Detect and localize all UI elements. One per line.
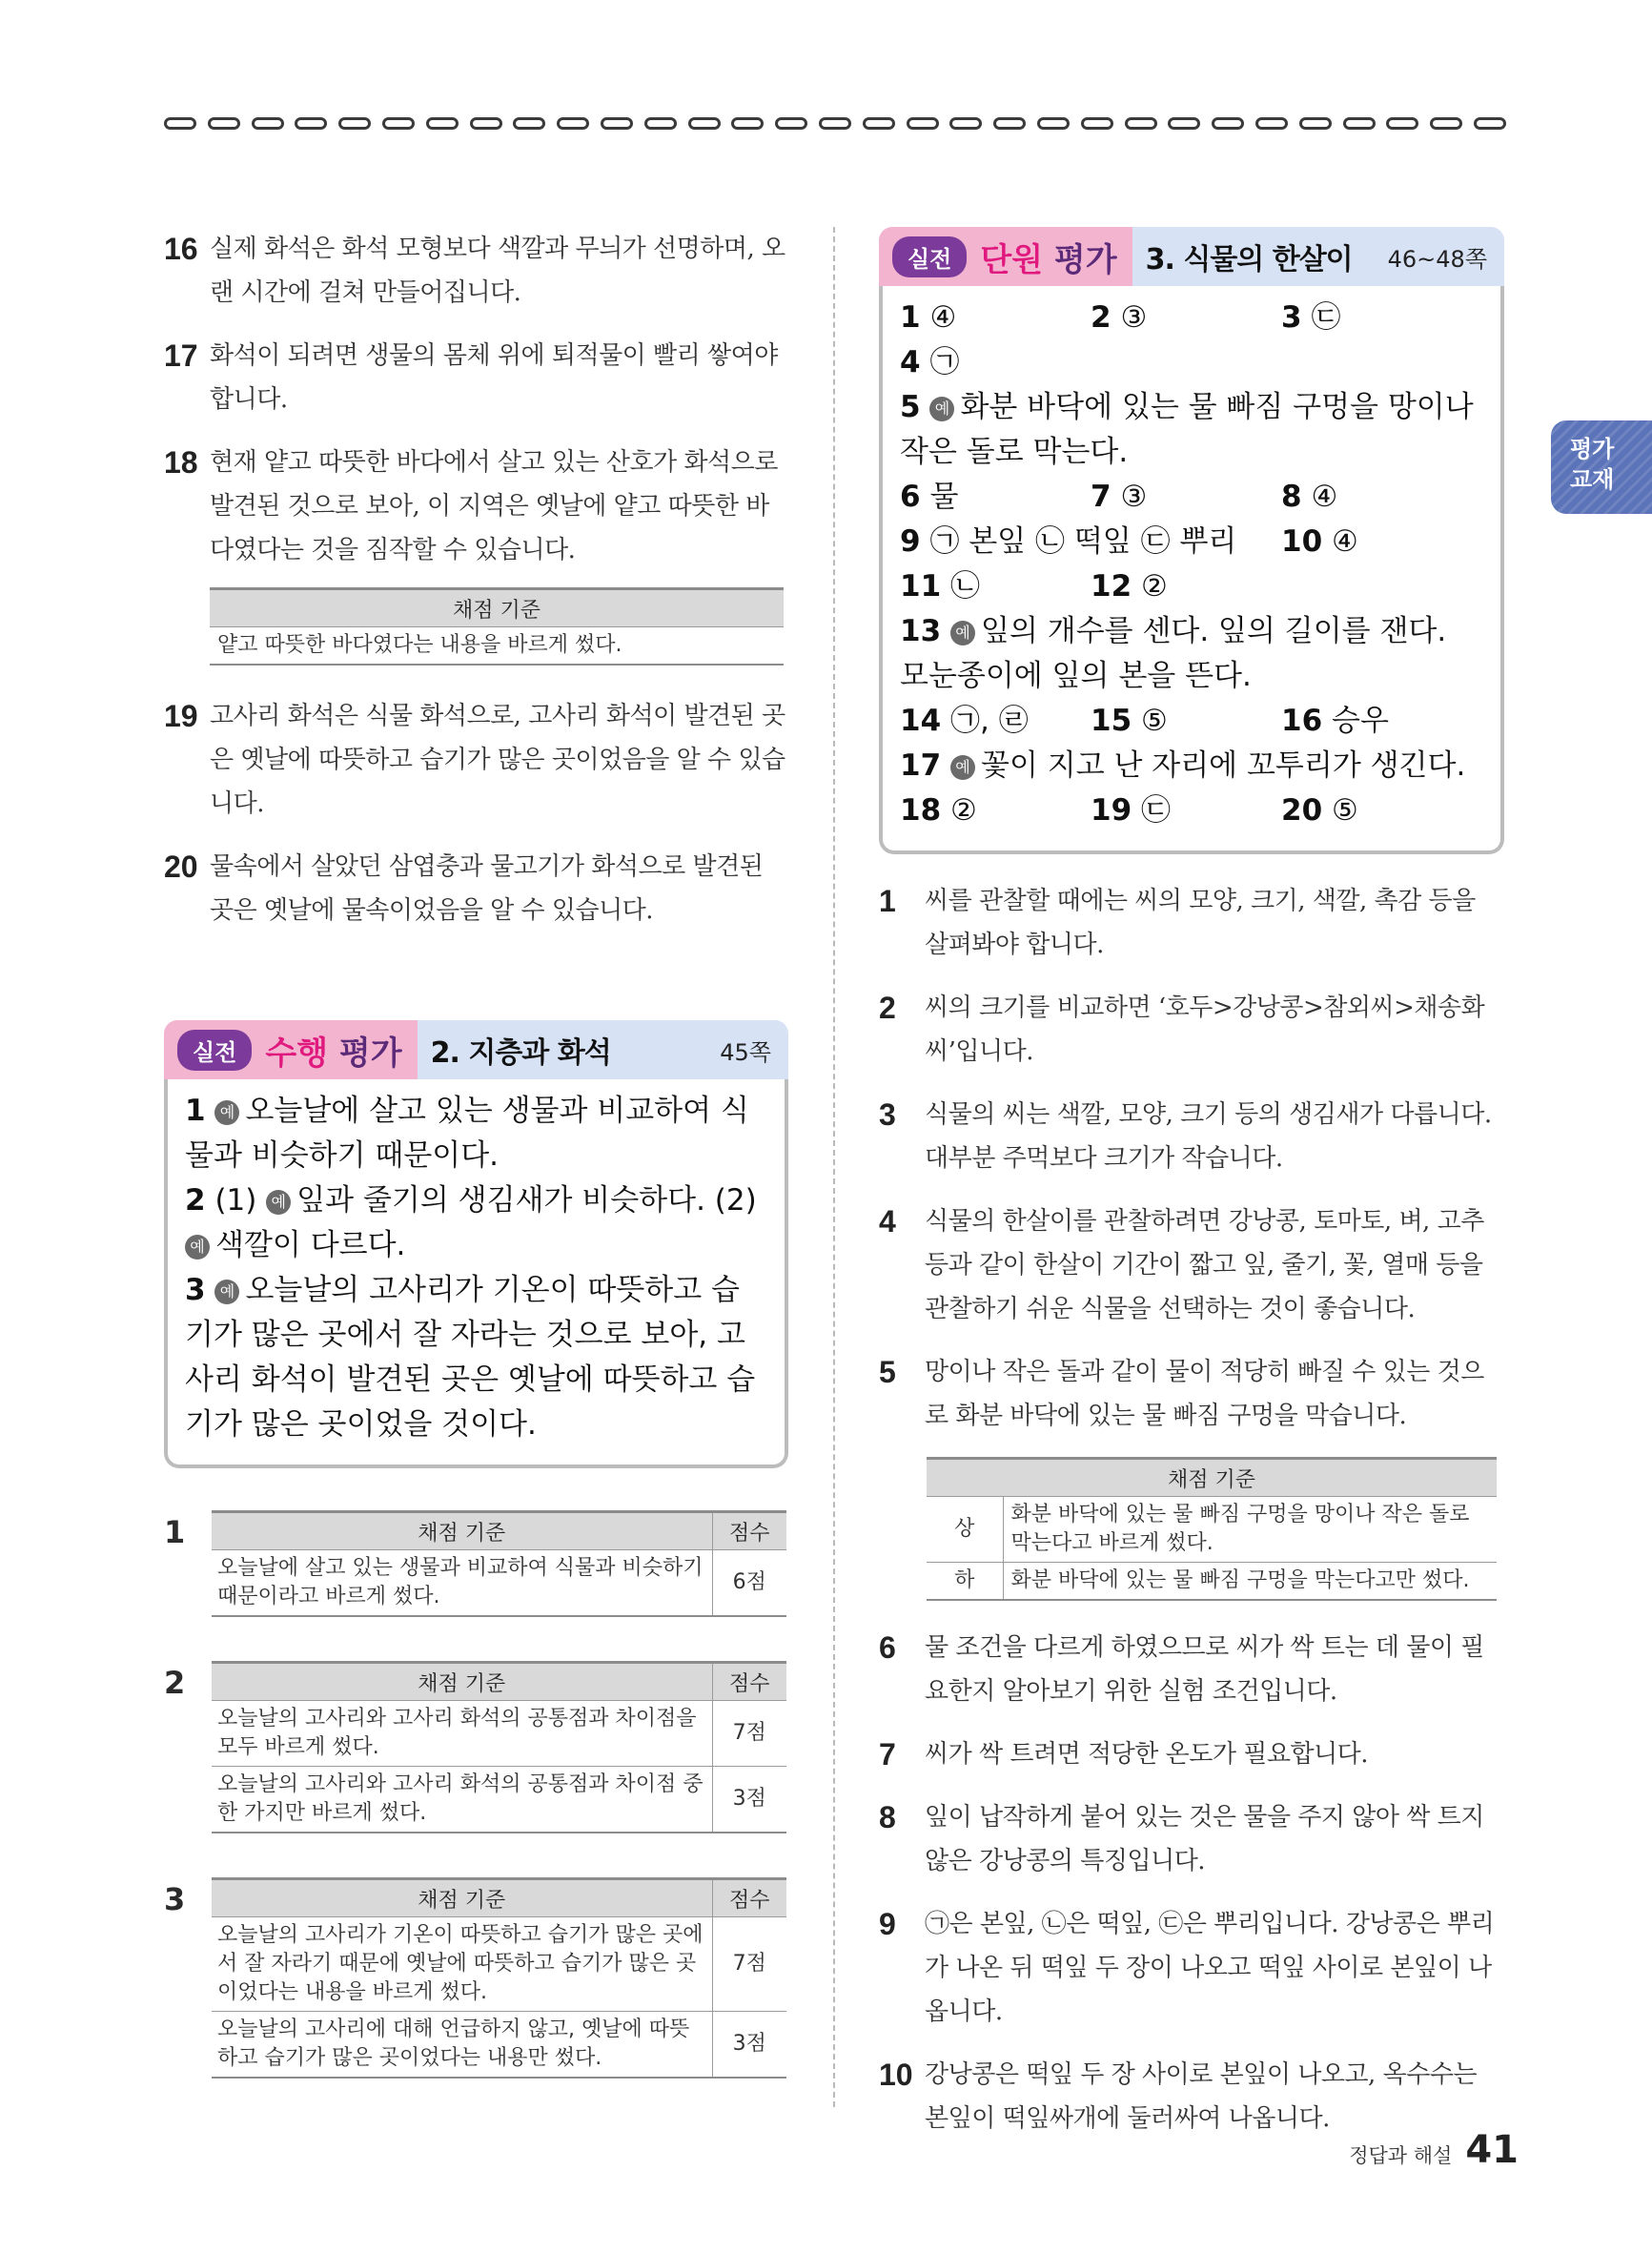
answer-item: 13 예 잎의 개수를 센다. 잎의 길이를 잰다. 모눈종이에 잎의 본을 뜬다. bbox=[900, 614, 1447, 693]
performance-eval-section bbox=[164, 1020, 788, 1468]
dash-segment bbox=[1343, 117, 1376, 130]
dash-segment bbox=[382, 117, 415, 130]
scoring-block-1: 1 채점 기준 점수 오늘날에 살고 있는 생물과 비교하여 식물과 비슷하기 때문이라고 바르게 썼다. 6점 bbox=[164, 1510, 788, 1617]
right-column bbox=[879, 227, 1504, 2160]
dash-segment bbox=[1081, 117, 1113, 130]
dash-segment bbox=[907, 117, 939, 130]
page-range: 45쪽 bbox=[720, 1038, 771, 1066]
explanation-item: 2 씨의 크기를 비교하면 ‘호두>강낭콩>참외씨>채송화씨’입니다. bbox=[879, 991, 1485, 1066]
eval-kind: 단원 평가 bbox=[980, 240, 1117, 279]
dash-segment bbox=[513, 117, 545, 130]
example-mark-icon: 예 bbox=[214, 1280, 239, 1304]
dash-segment bbox=[1474, 117, 1506, 130]
explanation-item: 10 강낭콩은 떡잎 두 장 사이로 본잎이 나오고, 옥수수는 본잎이 떡잎싸개에 둘러싸여 나옵니다. bbox=[879, 2058, 1478, 2133]
footer-label: 정답과 해설 bbox=[1349, 2144, 1453, 2167]
answer-row: 11 ㉡ 12 ② bbox=[900, 569, 1168, 604]
example-mark-icon: 예 bbox=[950, 621, 975, 645]
dash-segment bbox=[1168, 117, 1200, 130]
page-number: 41 bbox=[1465, 2128, 1519, 2172]
unit-title: 2. 지층과 화석 bbox=[430, 1036, 611, 1070]
dash-segment bbox=[775, 117, 807, 130]
example-mark-icon: 예 bbox=[929, 397, 954, 421]
example-mark-icon: 예 bbox=[266, 1190, 291, 1215]
dash-segment bbox=[252, 117, 284, 130]
explanation-item: 4 식물의 한살이를 관찰하려면 강낭콩, 토마토, 벼, 고추 등과 같이 한살이 기간이 짧고 잎, 줄기, 꽃, 열매 등을 관찰하기 쉬운 식물을 선택하는 것이 좋습니다. bbox=[879, 1204, 1484, 1323]
answer-item: 5 예 화분 바닥에 있는 물 빠짐 구멍을 망이나 작은 돌로 막는다. bbox=[900, 390, 1474, 469]
dash-segment bbox=[470, 117, 502, 130]
explanation-item: 1 씨를 관찰할 때에는 씨의 모양, 크기, 색깔, 촉감 등을 살펴봐야 합니다. bbox=[879, 884, 1476, 959]
dash-segment bbox=[1125, 117, 1157, 130]
dash-segment bbox=[557, 117, 589, 130]
example-mark-icon: 예 bbox=[950, 755, 975, 780]
dash-segment bbox=[993, 117, 1026, 130]
right-explanations bbox=[879, 879, 1504, 2140]
dash-segment bbox=[1386, 117, 1418, 130]
unit-answer-box bbox=[879, 286, 1504, 854]
column-divider bbox=[833, 227, 835, 2107]
dash-segment bbox=[949, 117, 982, 130]
practice-badge: 실전 bbox=[177, 1030, 252, 1071]
dash-segment bbox=[295, 117, 327, 130]
practice-badge: 실전 bbox=[892, 236, 967, 277]
dash-segment bbox=[1037, 117, 1070, 130]
explanation-item: 7 씨가 싹 트려면 적당한 온도가 필요합니다. bbox=[879, 1737, 1369, 1772]
dash-segment bbox=[208, 117, 240, 130]
dash-segment bbox=[688, 117, 721, 130]
page-footer bbox=[1349, 2128, 1519, 2172]
explanation-item: 9 ㉠은 본잎, ㉡은 떡잎, ㉢은 뿌리입니다. 강낭콩은 뿌리가 나온 뒤 떡잎 두 장이 나오고 떡잎 사이로 본잎이 나옵니다. bbox=[879, 1907, 1495, 2026]
unit-eval-section bbox=[879, 227, 1504, 854]
explanation-item: 17 화석이 되려면 생물의 몸체 위에 퇴적물이 빨리 쌓여야 합니다. bbox=[164, 338, 778, 414]
dash-segment bbox=[164, 117, 196, 130]
scoring-table: 채점 기준 점수 오늘날에 살고 있는 생물과 비교하여 식물과 비슷하기 때문이라고 바르게 썼다. 6점 bbox=[212, 1510, 786, 1617]
dash-segment bbox=[819, 117, 851, 130]
answer-item: 3 예 오늘날의 고사리가 기온이 따뜻하고 습기가 많은 곳에서 잘 자라는 것으로 보아, 고사리 화석이 발견된 곳은 옛날에 따뜻하고 습기가 많은 곳이었을 것이다. bbox=[185, 1273, 756, 1442]
dash-segment bbox=[338, 117, 371, 130]
answer-item: 17 예 꽃이 지고 난 자리에 꼬투리가 생긴다. bbox=[900, 748, 1466, 783]
unit-eval-header bbox=[879, 227, 1504, 286]
answer-item: 2 (1) 예 잎과 줄기의 생김새가 비슷하다. (2) 예 색깔이 다르다. bbox=[185, 1183, 757, 1262]
side-tab-eval-textbook[interactable]: 평가 교재 bbox=[1551, 420, 1652, 514]
answer-row: 1 ④ 2 ③ 3 ㉢ bbox=[900, 300, 1341, 335]
scoring-block-3: 3 채점 기준 점수 오늘날의 고사리가 기온이 따뜻하고 습기가 많은 곳에서 잘 자라기 때문에 옛날에 따뜻하고 습기가 많은 곳이었다는 내용을 바르게 썼다. 7점 오늘날의 고사리에 대해 언급하지 않고, 옛날에 따뜻하고 습기가 많은 곳이었다는 내용만 썼다. 3점 bbox=[164, 1877, 788, 2079]
performance-eval-header bbox=[164, 1020, 788, 1079]
explanation-item: 6 물 조건을 다르게 하였으므로 씨가 싹 트는 데 물이 필요한지 알아보기 위한 실험 조건입니다. bbox=[879, 1630, 1484, 1706]
scoring-block-2: 2 채점 기준 점수 오늘날의 고사리와 고사리 화석의 공통점과 차이점을 모두 바르게 썼다. 7점 오늘날의 고사리와 고사리 화석의 공통점과 차이점 중 한 가지만 바르게 썼다. 3점 bbox=[164, 1661, 788, 1833]
example-mark-icon: 예 bbox=[214, 1100, 239, 1125]
performance-answer-box bbox=[164, 1079, 788, 1468]
eval-kind: 수행 평가 bbox=[265, 1034, 402, 1073]
dash-segment bbox=[863, 117, 895, 130]
explanation-item: 18 현재 얕고 따뜻한 바다에서 살고 있는 산호가 화석으로 발견된 것으로 보아, 이 지역은 옛날에 얕고 따뜻한 바다였다는 것을 짐작할 수 있습니다. bbox=[164, 445, 778, 564]
left-column bbox=[164, 227, 788, 2079]
dash-segment bbox=[1212, 117, 1244, 130]
page-range: 46~48쪽 bbox=[1387, 245, 1487, 273]
dash-segment bbox=[426, 117, 459, 130]
answer-row: 4 ㉠ bbox=[900, 345, 960, 379]
explanation-item: 19 고사리 화석은 식물 화석으로, 고사리 화석이 발견된 곳은 옛날에 따뜻하고 습기가 많은 곳이었음을 알 수 있습니다. bbox=[164, 699, 785, 818]
dash-segment bbox=[1430, 117, 1462, 130]
explanation-item: 3 식물의 씨는 색깔, 모양, 크기 등의 생김새가 다릅니다. 대부분 주먹보다 크기가 작습니다. bbox=[879, 1097, 1492, 1173]
criteria-table-18: 채점 기준 얕고 따뜻한 바다였다는 내용을 바르게 썼다. bbox=[210, 587, 784, 666]
dash-segment bbox=[601, 117, 633, 130]
answer-row: 14 ㉠, ㉣ 15 ⑤ 16 승우 bbox=[900, 704, 1389, 738]
dash-segment bbox=[644, 117, 677, 130]
unit-title: 3. 식물의 한살이 bbox=[1145, 243, 1353, 277]
dashed-header-strip bbox=[164, 117, 1506, 136]
explanation-item: 20 물속에서 살았던 삼엽충과 물고기가 화석으로 발견된 곳은 옛날에 물속이었음을 알 수 있습니다. bbox=[164, 850, 764, 925]
answer-row: 18 ② 19 ㉢ 20 ⑤ bbox=[900, 793, 1358, 828]
scoring-table: 채점 기준 점수 오늘날의 고사리와 고사리 화석의 공통점과 차이점을 모두 바르게 썼다. 7점 오늘날의 고사리와 고사리 화석의 공통점과 차이점 중 한 가지만 바르게 썼다. 3점 bbox=[212, 1661, 786, 1833]
answer-item: 1 예 오늘날에 살고 있는 생물과 비교하여 식물과 비슷하기 때문이다. bbox=[185, 1094, 749, 1173]
explanation-item: 5 망이나 작은 돌과 같이 물이 적당히 빠질 수 있는 것으로 화분 바닥에 있는 물 빠짐 구멍을 막습니다. bbox=[879, 1355, 1484, 1430]
example-mark-icon: 예 bbox=[185, 1235, 210, 1260]
dash-segment bbox=[1299, 117, 1332, 130]
dash-segment bbox=[1255, 117, 1288, 130]
level-criteria-table: 채점 기준 상 화분 바닥에 있는 물 빠짐 구멍을 망이나 작은 돌로 막는다고 바르게 썼다. 하 화분 바닥에 있는 물 빠짐 구멍을 막는다고만 썼다. bbox=[927, 1457, 1497, 1601]
dash-segment bbox=[731, 117, 764, 130]
answer-row: 9 ㉠ 본잎 ㉡ 떡잎 ㉢ 뿌리 10 ④ bbox=[900, 524, 1358, 559]
scoring-table: 채점 기준 점수 오늘날의 고사리가 기온이 따뜻하고 습기가 많은 곳에서 잘 자라기 때문에 옛날에 따뜻하고 습기가 많은 곳이었다는 내용을 바르게 썼다. 7점 오늘날의 고사리에 대해 언급하지 않고, 옛날에 따뜻하고 습기가 많은 곳이었다는 내용만 썼다. 3점 bbox=[212, 1877, 786, 2079]
explanation-item: 8 잎이 납작하게 붙어 있는 것은 물을 주지 않아 싹 트지 않은 강낭콩의 특징입니다. bbox=[879, 1800, 1484, 1875]
answer-row: 6 물 7 ③ 8 ④ bbox=[900, 480, 1338, 514]
explanation-item: 16 실제 화석은 화석 모형보다 색깔과 무늬가 선명하며, 오랜 시간에 걸쳐 만들어집니다. bbox=[164, 232, 785, 307]
